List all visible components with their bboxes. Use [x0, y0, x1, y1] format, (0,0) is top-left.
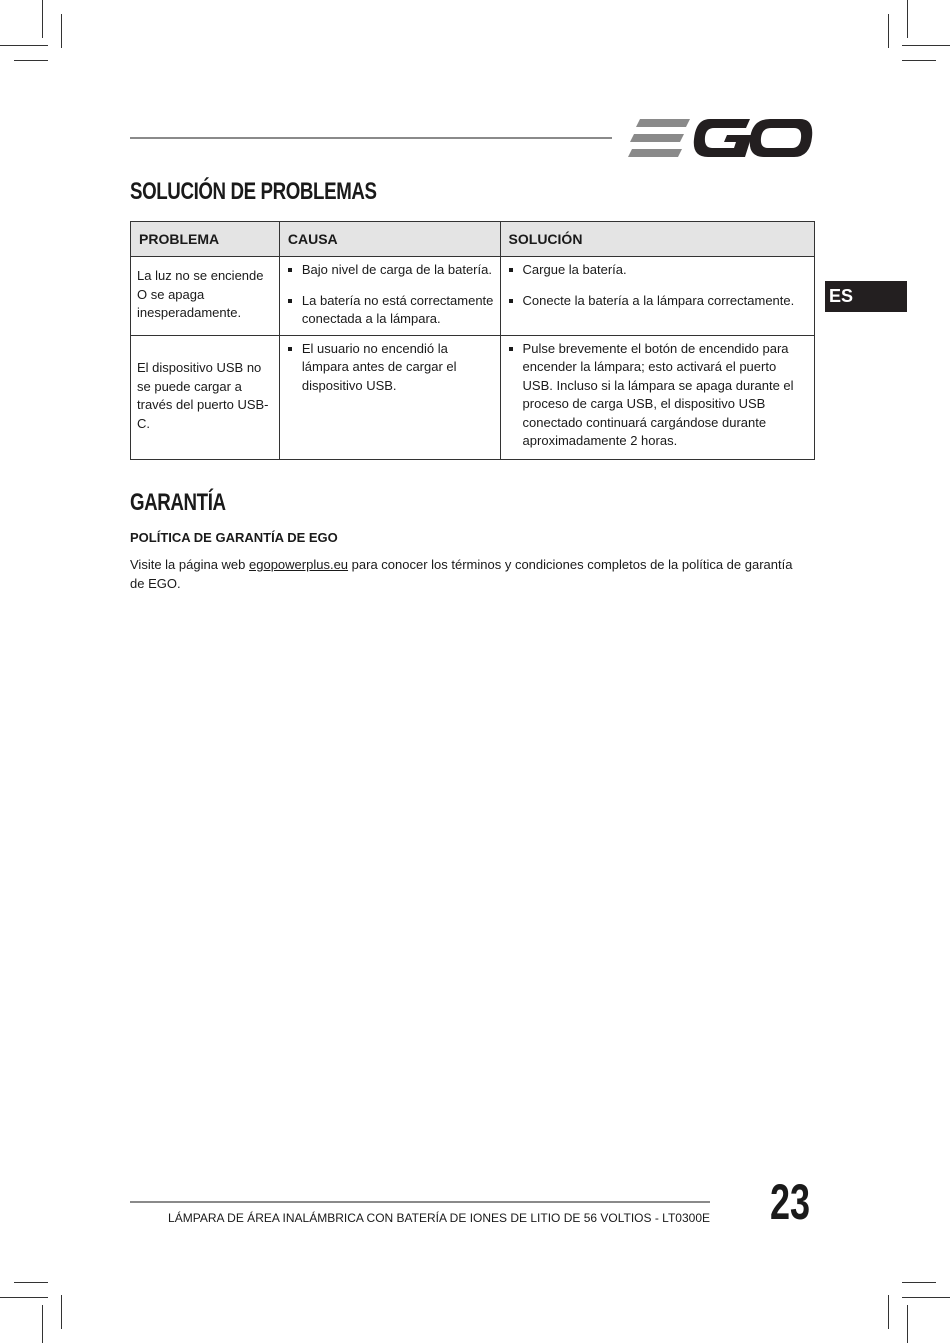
- list-item: El usuario no encendió la lámpara antes de cargar el dispositivo USB.: [286, 340, 494, 396]
- footer-rule: [130, 1201, 710, 1203]
- column-header-problem: PROBLEMA: [131, 222, 280, 257]
- crop-mark: [888, 14, 889, 48]
- warranty-subtitle: POLÍTICA DE GARANTÍA DE EGO: [130, 530, 338, 545]
- solution-cell: [500, 335, 814, 459]
- crop-mark: [0, 45, 48, 46]
- crop-mark: [888, 1295, 889, 1329]
- crop-mark: [61, 14, 62, 48]
- problem-cell: El dispositivo USB no se puede cargar a través del puerto USB-C.: [131, 335, 280, 459]
- crop-mark: [902, 1282, 936, 1283]
- crop-mark: [907, 1305, 908, 1343]
- crop-mark: [902, 45, 950, 46]
- list-item: Cargue la batería.: [507, 261, 808, 280]
- list-item: Conecte la batería a la lámpara correctamente.: [507, 292, 808, 311]
- list-item: La batería no está correctamente conectada a la lámpara.: [286, 292, 494, 329]
- cause-cell: [279, 257, 500, 336]
- ego-logo: [628, 117, 813, 159]
- table-row: [131, 335, 815, 459]
- list-item: Pulse brevemente el botón de encendido para encender la lámpara; esto activará el puerto USB. Incluso si la lámpara se apaga durante el proceso de carga USB, el dispositivo USB conectado continuará cargándose durante aproximadamente 2 horas.: [507, 340, 808, 451]
- warranty-title: GARANTÍA: [130, 489, 226, 516]
- table-row: [131, 257, 815, 336]
- crop-mark: [14, 60, 48, 61]
- list-item: Bajo nivel de carga de la batería.: [286, 261, 494, 280]
- header-rule: [130, 137, 612, 139]
- crop-mark: [902, 60, 936, 61]
- problem-cell: La luz no se enciende O se apaga inesperadamente.: [131, 257, 280, 336]
- column-header-cause: CAUSA: [279, 222, 500, 257]
- crop-mark: [0, 1297, 48, 1298]
- crop-mark: [14, 1282, 48, 1283]
- page-number: 23: [770, 1174, 811, 1230]
- column-header-solution: SOLUCIÓN: [500, 222, 814, 257]
- crop-mark: [907, 0, 908, 38]
- troubleshooting-title: SOLUCIÓN DE PROBLEMAS: [130, 178, 377, 205]
- crop-mark: [42, 1305, 43, 1343]
- solution-cell: [500, 257, 814, 336]
- warranty-link[interactable]: egopowerplus.eu: [249, 557, 349, 572]
- cause-cell: [279, 335, 500, 459]
- crop-mark: [902, 1297, 950, 1298]
- footer-text: LÁMPARA DE ÁREA INALÁMBRICA CON BATERÍA DE IONES DE LITIO DE 56 VOLTIOS - LT0300E: [168, 1211, 710, 1225]
- warranty-text: Visite la página web egopowerplus.eu para conocer los términos y condiciones completos de la política de garantía de EGO.: [130, 557, 793, 591]
- language-tab: ES: [825, 281, 907, 312]
- crop-mark: [42, 0, 43, 38]
- troubleshooting-table: [130, 221, 815, 460]
- crop-mark: [61, 1295, 62, 1329]
